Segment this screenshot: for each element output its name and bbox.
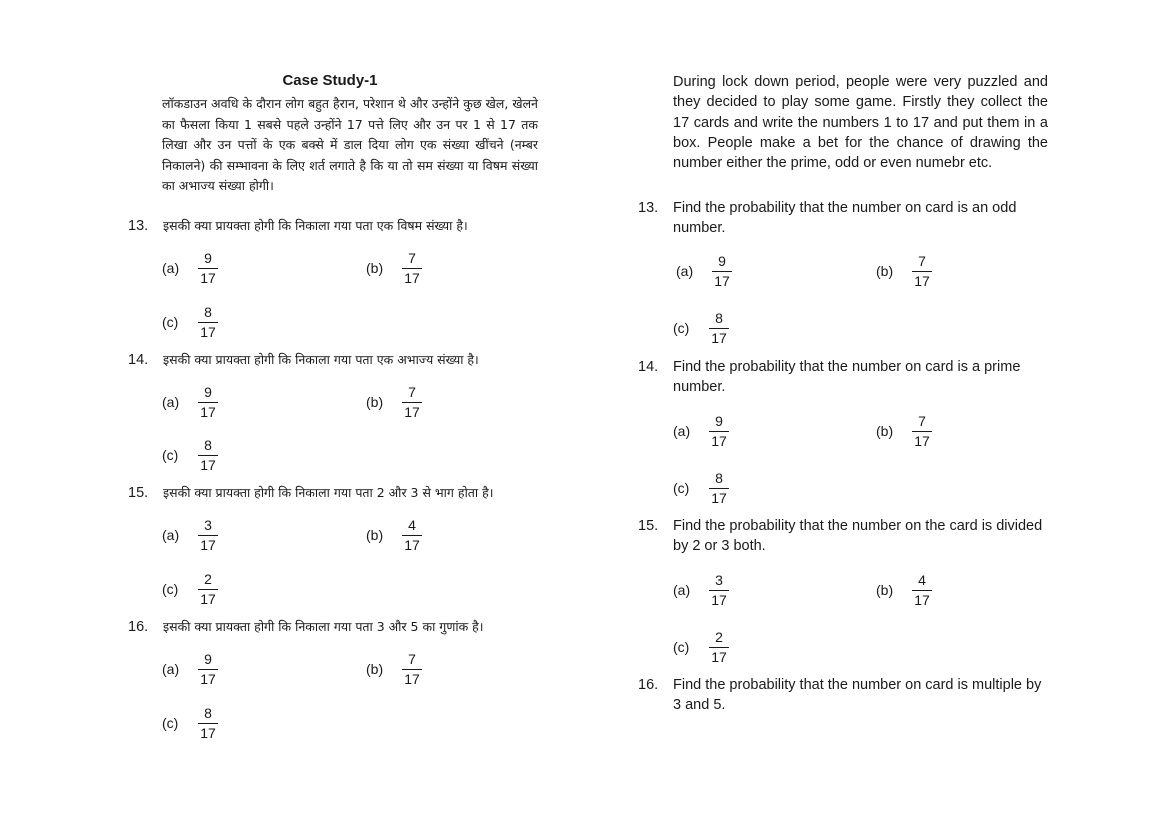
option-b bbox=[876, 570, 932, 610]
denominator: 17 bbox=[711, 329, 727, 346]
fraction-bar bbox=[198, 322, 218, 323]
option-a bbox=[162, 515, 218, 555]
fraction bbox=[912, 572, 932, 609]
numerator: 7 bbox=[408, 249, 416, 266]
fraction-bar bbox=[198, 402, 218, 403]
fraction bbox=[402, 384, 422, 421]
numerator: 9 bbox=[204, 249, 212, 266]
numerator: 8 bbox=[204, 704, 212, 721]
question-text: इसकी क्या प्रायक्ता होगी कि निकाला गया पता 3 और 5 का गुणांक है। bbox=[163, 619, 484, 634]
fraction-bar bbox=[709, 590, 729, 591]
fraction bbox=[912, 413, 932, 450]
hindi-passage: लॉकडाउन अवधि के दौरान लोग बहुत हैरान, परेशान थे और उन्होंने कुछ खेल, खेलने का फैसला किया 1 सबसे पहले उन्होंने 17 पत्ते लिए और उन पर 1 से 17 तक लिखा और उन पत्तों के एक बक्से में डाल दिया लोग एक संख्या खींचने (नम्बर निकालने) की सम्भावना के लिए शर्त लगाते है कि या तो सम संख्या या विषम संख्या का अभाज्य संख्या होगी। bbox=[162, 96, 538, 193]
option-c bbox=[673, 308, 729, 348]
option-label: (a) bbox=[162, 527, 180, 543]
option-c bbox=[162, 435, 218, 475]
denominator: 17 bbox=[200, 456, 216, 473]
denominator: 17 bbox=[404, 403, 420, 420]
option-label: (a) bbox=[162, 661, 180, 677]
numerator: 3 bbox=[204, 516, 212, 533]
denominator: 17 bbox=[711, 489, 727, 506]
fraction bbox=[712, 253, 732, 290]
fraction bbox=[198, 437, 218, 474]
option-c bbox=[162, 302, 218, 342]
fraction-bar bbox=[198, 723, 218, 724]
denominator: 17 bbox=[404, 536, 420, 553]
option-label: (c) bbox=[162, 581, 179, 597]
question-number: 13. bbox=[128, 218, 149, 234]
question-number: 14. bbox=[128, 352, 149, 368]
question-text: इसकी क्या प्रायक्ता होगी कि निकाला गया पता एक अभाज्य संख्या है। bbox=[163, 352, 479, 367]
option-a bbox=[162, 649, 218, 689]
numerator: 4 bbox=[408, 516, 416, 533]
option-b bbox=[366, 649, 422, 689]
fraction-bar bbox=[912, 590, 932, 591]
numerator: 3 bbox=[715, 571, 723, 588]
question-text: Find the probability that the number on card is an odd number. bbox=[673, 200, 1017, 236]
option-label: (a) bbox=[673, 582, 691, 598]
denominator: 17 bbox=[711, 648, 727, 665]
numerator: 9 bbox=[715, 412, 723, 429]
fraction-bar bbox=[709, 647, 729, 648]
numerator: 7 bbox=[918, 412, 926, 429]
fraction-bar bbox=[198, 589, 218, 590]
option-label: (b) bbox=[876, 263, 894, 279]
fraction-bar bbox=[198, 268, 218, 269]
question-number: 16. bbox=[128, 619, 149, 635]
fraction-bar bbox=[402, 402, 422, 403]
denominator: 17 bbox=[200, 670, 216, 687]
question-text: इसकी क्या प्रायक्ता होगी कि निकाला गया पता 2 और 3 से भाग होता है। bbox=[163, 485, 494, 500]
option-b bbox=[876, 411, 932, 451]
numerator: 2 bbox=[715, 628, 723, 645]
option-label: (a) bbox=[676, 263, 694, 279]
fraction-bar bbox=[709, 431, 729, 432]
fraction bbox=[709, 470, 729, 507]
fraction-bar bbox=[402, 535, 422, 536]
fraction bbox=[709, 413, 729, 450]
denominator: 17 bbox=[914, 432, 930, 449]
option-b bbox=[366, 515, 422, 555]
denominator: 17 bbox=[200, 590, 216, 607]
option-label: (c) bbox=[673, 320, 690, 336]
option-a bbox=[676, 251, 732, 291]
fraction-bar bbox=[712, 271, 732, 272]
option-label: (a) bbox=[673, 423, 691, 439]
fraction bbox=[198, 571, 218, 608]
numerator: 7 bbox=[408, 383, 416, 400]
option-c bbox=[673, 627, 729, 667]
question-number: 15. bbox=[638, 518, 659, 534]
option-c bbox=[162, 569, 218, 609]
option-label: (c) bbox=[673, 639, 690, 655]
fraction bbox=[709, 572, 729, 609]
numerator: 9 bbox=[204, 383, 212, 400]
fraction-bar bbox=[198, 535, 218, 536]
question-text: इसकी क्या प्रायक्ता होगी कि निकाला गया पता एक विषम संख्या है। bbox=[163, 218, 468, 233]
fraction bbox=[198, 517, 218, 554]
question-text: Find the probability that the number on card is a prime number. bbox=[673, 359, 1021, 395]
fraction-bar bbox=[709, 488, 729, 489]
denominator: 17 bbox=[711, 432, 727, 449]
denominator: 17 bbox=[200, 536, 216, 553]
option-label: (c) bbox=[162, 314, 179, 330]
numerator: 9 bbox=[718, 252, 726, 269]
denominator: 17 bbox=[200, 724, 216, 741]
option-a bbox=[162, 248, 218, 288]
fraction bbox=[198, 250, 218, 287]
english-passage: During lock down period, people were very puzzled and they decided to play some game. Firstly they collect the 17 cards and write the numbers 1 to 17 and put them in a box. People make a bet for the chance of drawing the number either the prime, odd or even numebr etc. bbox=[673, 74, 1048, 172]
option-label: (a) bbox=[162, 260, 180, 276]
numerator: 7 bbox=[408, 650, 416, 667]
fraction bbox=[912, 253, 932, 290]
numerator: 2 bbox=[204, 570, 212, 587]
option-label: (b) bbox=[876, 582, 894, 598]
option-label: (b) bbox=[366, 661, 384, 677]
option-b bbox=[366, 248, 422, 288]
question-number: 13. bbox=[638, 200, 659, 216]
fraction-bar bbox=[912, 431, 932, 432]
question-number: 16. bbox=[638, 677, 659, 693]
numerator: 7 bbox=[918, 252, 926, 269]
denominator: 17 bbox=[711, 591, 727, 608]
option-a bbox=[673, 411, 729, 451]
fraction bbox=[402, 651, 422, 688]
fraction bbox=[402, 250, 422, 287]
denominator: 17 bbox=[914, 591, 930, 608]
numerator: 8 bbox=[715, 309, 723, 326]
option-label: (c) bbox=[162, 715, 179, 731]
denominator: 17 bbox=[714, 272, 730, 289]
numerator: 8 bbox=[715, 469, 723, 486]
fraction-bar bbox=[198, 669, 218, 670]
question-number: 15. bbox=[128, 485, 149, 501]
option-label: (b) bbox=[876, 423, 894, 439]
denominator: 17 bbox=[404, 269, 420, 286]
option-label: (b) bbox=[366, 527, 384, 543]
option-label: (b) bbox=[366, 394, 384, 410]
numerator: 8 bbox=[204, 436, 212, 453]
fraction-bar bbox=[709, 328, 729, 329]
option-label: (a) bbox=[162, 394, 180, 410]
numerator: 8 bbox=[204, 303, 212, 320]
option-b bbox=[366, 382, 422, 422]
fraction bbox=[709, 310, 729, 347]
denominator: 17 bbox=[914, 272, 930, 289]
option-label: (c) bbox=[162, 447, 179, 463]
question-number: 14. bbox=[638, 359, 659, 375]
question-text: Find the probability that the number on the card is divided by 2 or 3 both. bbox=[673, 518, 1043, 554]
fraction bbox=[198, 384, 218, 421]
numerator: 9 bbox=[204, 650, 212, 667]
option-label: (b) bbox=[366, 260, 384, 276]
case-study-title: Case Study-1 bbox=[282, 72, 378, 89]
fraction-bar bbox=[912, 271, 932, 272]
fraction-bar bbox=[198, 455, 218, 456]
fraction bbox=[709, 629, 729, 666]
question-text: Find the probability that the number on card is multiple by 3 and 5. bbox=[673, 677, 1042, 713]
denominator: 17 bbox=[200, 403, 216, 420]
fraction-bar bbox=[402, 669, 422, 670]
denominator: 17 bbox=[200, 269, 216, 286]
option-a bbox=[162, 382, 218, 422]
option-c bbox=[162, 703, 218, 743]
fraction bbox=[198, 304, 218, 341]
fraction bbox=[198, 651, 218, 688]
option-label: (c) bbox=[673, 480, 690, 496]
numerator: 4 bbox=[918, 571, 926, 588]
fraction-bar bbox=[402, 268, 422, 269]
option-c bbox=[673, 468, 729, 508]
fraction bbox=[402, 517, 422, 554]
denominator: 17 bbox=[200, 323, 216, 340]
fraction bbox=[198, 705, 218, 742]
option-b bbox=[876, 251, 932, 291]
denominator: 17 bbox=[404, 670, 420, 687]
option-a bbox=[673, 570, 729, 610]
